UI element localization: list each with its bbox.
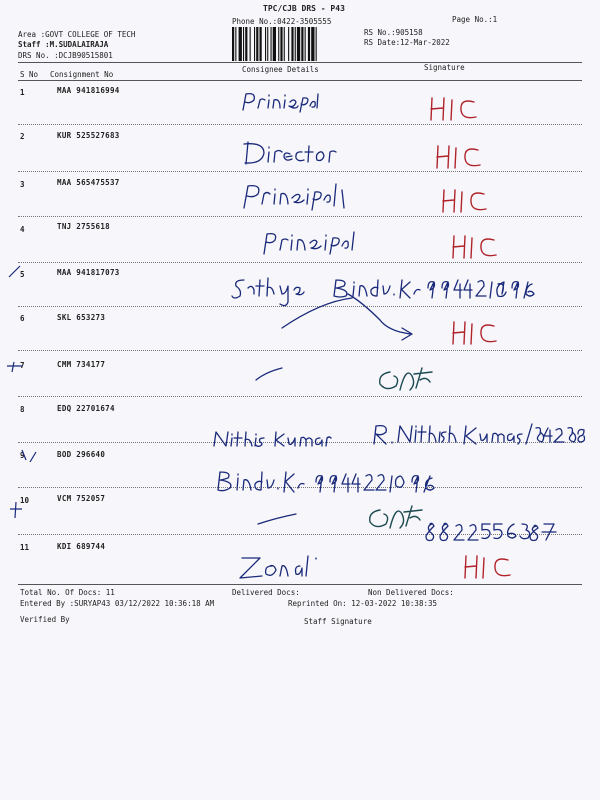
- document-title: TPC/CJB DRS - P43: [263, 4, 345, 13]
- col-sno: S No: [20, 70, 39, 79]
- barcode-bar: [271, 27, 272, 61]
- non-delivered-docs: Non Delivered Docs:: [368, 588, 454, 597]
- handwriting-bindu-phone: [214, 468, 454, 496]
- handwriting-nithish-kumar-phone: [370, 420, 590, 450]
- handwriting-nithis-kumar: [212, 428, 332, 450]
- row-10-no: 10: [20, 496, 30, 505]
- column-header-divider: [18, 80, 582, 81]
- reprinted-on: Reprinted On: 12-03-2022 10:38:35: [288, 599, 438, 608]
- handwriting-principal-4: [260, 228, 360, 256]
- row-1-no: 1: [20, 88, 25, 97]
- row-8-consignment: EDQ 22701674: [57, 404, 115, 413]
- row-10-consignment: VCM 752057: [57, 494, 106, 503]
- barcode-bar: [305, 27, 306, 61]
- barcode-bar: [280, 27, 282, 61]
- barcode-bar: [243, 27, 244, 61]
- barcode-bar: [284, 27, 285, 61]
- delivered-docs: Delivered Docs:: [232, 588, 300, 597]
- handwriting-sathya-bindu: [230, 272, 550, 350]
- verified-by: Verified By: [20, 615, 70, 624]
- rs-date: RS Date:12-Mar-2022: [364, 38, 450, 47]
- barcode-bar: [301, 27, 303, 61]
- row-3-no: 3: [20, 180, 25, 189]
- handwriting-zonal: [236, 552, 326, 582]
- signature-hlc-3: [440, 188, 490, 214]
- barcode-bar: [291, 27, 293, 61]
- row-5-no: 5: [20, 270, 25, 279]
- barcode-bar: [278, 27, 279, 61]
- handwriting-principal-3: [240, 180, 350, 212]
- col-consignment: Consignment No: [50, 70, 114, 79]
- area-label: Area :GOVT COLLEGE OF TECH: [18, 30, 136, 39]
- signature-initials-row-10: [366, 500, 424, 534]
- tick-mark-row-7: [4, 360, 26, 374]
- signature-hlc-11: [462, 554, 516, 580]
- barcode-bar: [288, 27, 289, 61]
- barcode-bar: [273, 27, 276, 61]
- entered-by: Entered By :SURYAP43 03/12/2022 10:36:18 AM: [20, 599, 215, 608]
- barcode-bar: [254, 27, 255, 61]
- row-divider: [18, 396, 582, 397]
- barcode-bar: [295, 27, 296, 61]
- col-signature: Signature: [424, 63, 465, 72]
- row-divider: [18, 124, 582, 125]
- row-5-consignment: MAA 941817073: [57, 268, 120, 277]
- staff-signature: Staff Signature: [304, 617, 372, 626]
- barcode-graphic: [230, 27, 356, 61]
- barcode-bar: [308, 27, 310, 61]
- total-docs: Total No. Of Docs: 11: [20, 588, 115, 597]
- barcode-bar: [239, 27, 242, 61]
- row-divider: [18, 350, 582, 351]
- drs-number: DRS No. :DCJB90515801: [18, 51, 113, 60]
- barcode-bar: [250, 27, 251, 61]
- handwriting-director: [242, 138, 338, 168]
- signature-hlc-6: [450, 320, 500, 346]
- row-divider: [18, 262, 582, 263]
- row-1-consignment: MAA 941816994: [57, 86, 120, 95]
- dash-mark-row-10: [256, 510, 298, 528]
- row-9-consignment: BOD 296640: [57, 450, 106, 459]
- row-4-consignment: TNJ 2755618: [57, 222, 110, 231]
- signature-hlc-1: [428, 96, 484, 122]
- row-6-no: 6: [20, 314, 25, 323]
- barcode-bar: [265, 27, 266, 61]
- row-11-no: 11: [20, 543, 30, 552]
- row-6-consignment: SKL 653273: [57, 313, 106, 322]
- row-11-consignment: KDI 689744: [57, 542, 106, 551]
- barcode-bar: [256, 27, 258, 61]
- row-7-no: 7: [20, 361, 25, 370]
- row-divider: [18, 171, 582, 172]
- row-3-consignment: MAA 565475537: [57, 178, 120, 187]
- row-8-no: 8: [20, 405, 25, 414]
- barcode-bar: [316, 27, 317, 61]
- barcode-bar: [245, 27, 247, 61]
- tick-mark-row-9: [20, 448, 38, 464]
- tick-mark-row-10: [8, 500, 24, 520]
- barcode-bar: [260, 27, 262, 61]
- row-9-no: 9: [20, 451, 25, 460]
- handwriting-phone-8825563857: [424, 520, 564, 544]
- row-divider: [18, 216, 582, 217]
- table-bottom-divider: [18, 584, 582, 585]
- barcode-bar: [311, 27, 314, 61]
- row-2-no: 2: [20, 132, 25, 141]
- rs-number: RS No.:905158: [364, 28, 423, 37]
- tick-mark-row-5: [7, 263, 23, 279]
- row-7-consignment: CMM 734177: [57, 360, 106, 369]
- page-number: Page No.:1: [452, 15, 498, 24]
- handwriting-principal-1: [240, 88, 320, 116]
- barcode-bar: [232, 27, 234, 61]
- phone-number: Phone No.:0422-3505555: [232, 17, 332, 26]
- row-4-no: 4: [20, 225, 25, 234]
- header-divider: [18, 62, 582, 63]
- barcode-bar: [235, 27, 236, 61]
- barcode-bar: [267, 27, 268, 61]
- signature-hlc-2: [434, 144, 486, 170]
- tick-mark-row-7-consignee: [254, 364, 284, 384]
- col-consignee: Consignee Details: [242, 65, 319, 74]
- barcode: [230, 27, 356, 61]
- row-2-consignment: KUR 525527683: [57, 131, 120, 140]
- signature-hlc-4: [450, 234, 500, 260]
- barcode-bar: [297, 27, 300, 61]
- signature-initials-row-7: [376, 362, 436, 396]
- staff-label: Staff :M.SUDALAIRAJA: [18, 40, 109, 49]
